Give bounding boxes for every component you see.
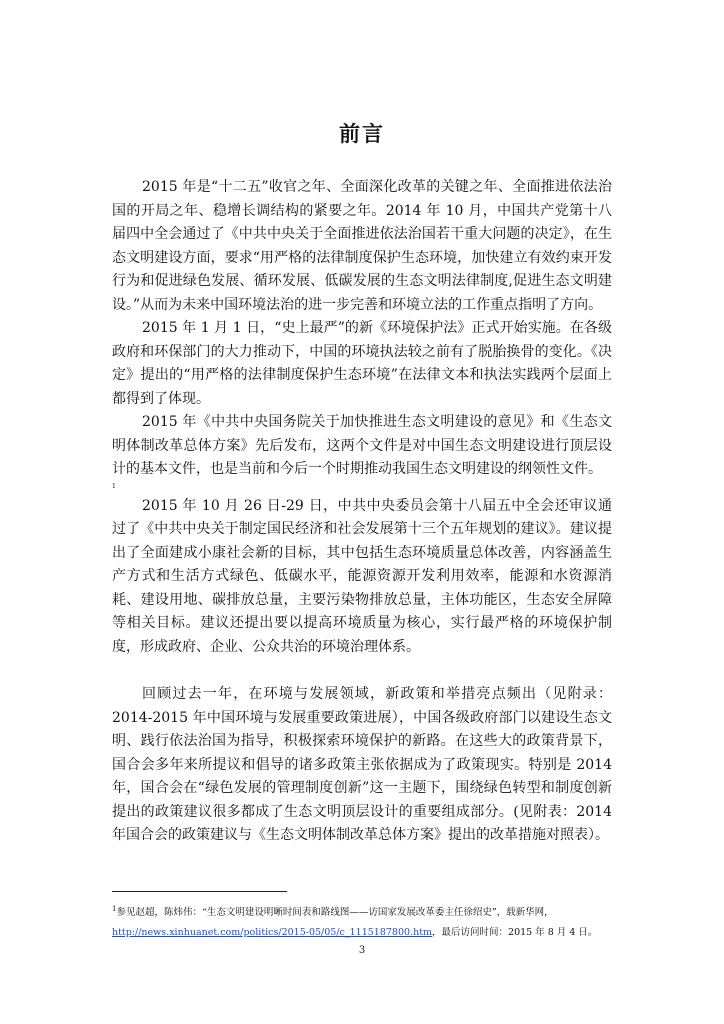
page-number: 3: [358, 945, 366, 956]
paragraph-spacer: [112, 659, 612, 683]
paragraph-4: 2015 年 10 月 26 日-29 日，中共中央委员会第十八届五中全会还审议通过了《中共中央关于制定国民经济和社会发展第十三个五年规划的建议》。建议提出了全面建成小康社会新的目标，其中包括生态环境质量总体改善，内容涵盖生产方式和生活方式绿色、低碳水平，能源资源开发利用效率，能源和水资源消耗、建设用地、碳排放总量，主要污染物排放总量，主体功能区，生态安全屏障等相关目标。建议还提出要以提高环境质量为核心，实行最严格的环境保护制度，形成政府、企业、公众共治的环境治理体系。: [112, 497, 612, 655]
paragraph-1: 2015 年是“十二五”收官之年、全面深化改革的关键之年、全面推进依法治国的开局之年、稳增长调结构的紧要之年。2014 年 10 月，中国共产党第十八届四中全会通过了《中共中央关于全面推进依法治国若干重大问题的决定》，在生态文明建设方面，要求“用严格的法律制度保护生态环境，加快建立有效约束开发行为和促进绿色发展、循环发展、低碳发展的生态文明法律制度,促进生态文明建设。”从而为未来中国环境法治的进一步完善和环境立法的工作重点指明了方向。: [112, 179, 612, 313]
footnote-text: 参见赵超，陈炜伟：“生态文明建设明晰时间表和路线图——访国家发展改革委主任徐绍史”，载新华网，: [116, 907, 554, 919]
footnote-suffix: ，最后访问时间：2015 年 8 月 4 日。: [432, 927, 598, 939]
paragraph-2: 2015 年 1 月 1 日，“史上最严”的新《环境保护法》正式开始实施。在各级政府和环保部门的大力推动下，中国的环境执法较之前有了脱胎换骨的变化。《决定》提出的“用严格的法律制度保护生态环境”在法律文本和执法实践两个层面上都得到了体现。: [112, 320, 612, 407]
page-title: 前言: [339, 122, 385, 146]
paragraph-3: 2015 年《中共中央国务院关于加快推进生态文明建设的意见》和《生态文明体制改革总体方案》先后发布，这两个文件是对中国生态文明建设进行顶层设计的基本文件，也是当前和今后一个时期推动我国生态文明建设的纲领性文件。: [112, 414, 612, 477]
paragraph-5: 回顾过去一年，在环境与发展领域，新政策和举措亮点频出（见附录：2014-2015 年中国环境与发展重要政策进展），中国各级政府部门以建设生态文明、践行依法治国为指导，积极探索环境保护的新路。在这些大的政策背景下，国合会多年来所提议和倡导的诸多政策主张依据成为了政策现实。特别是 2014 年，国合会在“绿色发展的管理制度创新”这一主题下，围绕绿色转型和制度创新提出的政策建议很多都成了生态文明顶层设计的重要组成部分。(见附表：2014 年国合会的政策建议与《生态文明体制改革总体方案》提出的改革措施对照表）。: [112, 686, 612, 843]
body-text: [112, 176, 612, 848]
footnote: [112, 899, 612, 943]
footnote-separator: [112, 891, 287, 892]
footnote-reference: 1: [112, 482, 116, 490]
footnote-number: 1: [112, 905, 117, 913]
footnote-link[interactable]: http://news.xinhuanet.com/politics/2015-05/05/c_1115187800.htm: [112, 927, 433, 939]
